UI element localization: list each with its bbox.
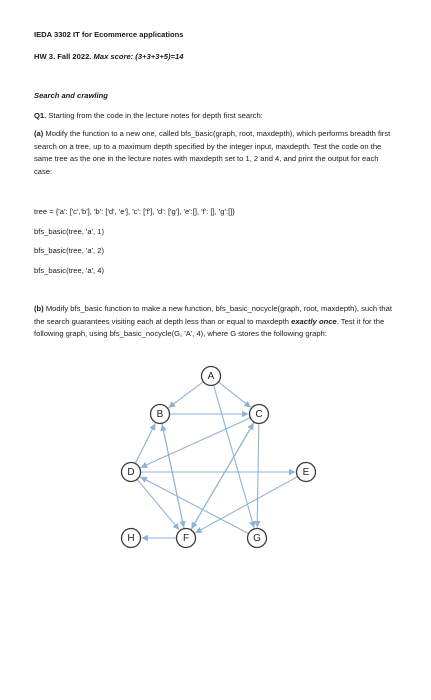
edge-c-d <box>141 418 251 468</box>
hw-score: Max score: (3+3+3+5)=14 <box>93 52 184 61</box>
node-label: F <box>182 533 190 544</box>
part-a-text: Modify the function to a new one, called bfs_basic(graph, root, maxdepth), which performs breadth first search on a tree, up to a maximum depth specified by the integer input, maxdepth. Test the code on the same tree as the one in the lecture notes with maxdepth set to 1, 2 and 4, and print the output for each case: <box>34 129 391 176</box>
node-d <box>122 463 141 482</box>
hw-prefix: HW 3. Fall 2022. <box>34 52 94 61</box>
edge-c-g <box>257 423 259 527</box>
part-b-text-1: Modify bfs_basic function to make a new function, bfs_basic_nocycle(graph, root, maxdepth), such that the search guarantees visiting each at depth less than or equal to maxdepth <box>34 304 392 326</box>
node-label: D <box>127 467 135 478</box>
part-b-label: (b) <box>34 304 44 313</box>
course-title: IEDA 3302 IT for Ecommerce applications <box>34 30 184 39</box>
q1-label: Q1. <box>34 111 47 120</box>
code-call-1: bfs_basic(tree, 'a', 1) <box>34 227 105 236</box>
node-a <box>202 367 221 386</box>
node-label: H <box>127 533 135 544</box>
node-b <box>151 405 170 424</box>
node-e <box>297 463 316 482</box>
node-g <box>248 529 267 548</box>
q1-intro-text: Starting from the code in the lecture notes for depth first search: <box>46 111 263 120</box>
node-f <box>177 529 196 548</box>
node-label: E <box>302 467 310 478</box>
node-label: G <box>253 533 261 544</box>
edge-a-b <box>168 382 203 408</box>
node-c <box>250 405 269 424</box>
edge-g-d <box>140 477 248 534</box>
node-h <box>122 529 141 548</box>
part-b-emphasis: exactly once <box>291 316 337 326</box>
section-title: Search and crawling <box>34 91 108 100</box>
code-tree: tree = {'a': ['c','b'], 'b': ['d', 'e'], 'c': ['f'], 'd': ['g'], 'e':[], 'f': [], 'g':[]} <box>34 207 235 216</box>
edge-f-c <box>191 423 254 530</box>
edge-e-f <box>195 477 297 533</box>
code-call-2: bfs_basic(tree, 'a', 2) <box>34 246 105 255</box>
node-label: A <box>207 371 215 382</box>
part-a-label: (a) <box>34 129 44 138</box>
edge-d-f <box>137 479 179 530</box>
node-label: B <box>156 409 164 420</box>
edge-d-b <box>135 423 155 463</box>
edge-a-c <box>218 382 250 408</box>
part-b-text-2: . Test it for the following graph, using bfs_basic_nocycle(G, 'A', 4), where G stores the following graph: <box>34 316 385 338</box>
code-call-3: bfs_basic(tree, 'a', 4) <box>34 266 105 275</box>
node-label: C <box>255 409 263 420</box>
